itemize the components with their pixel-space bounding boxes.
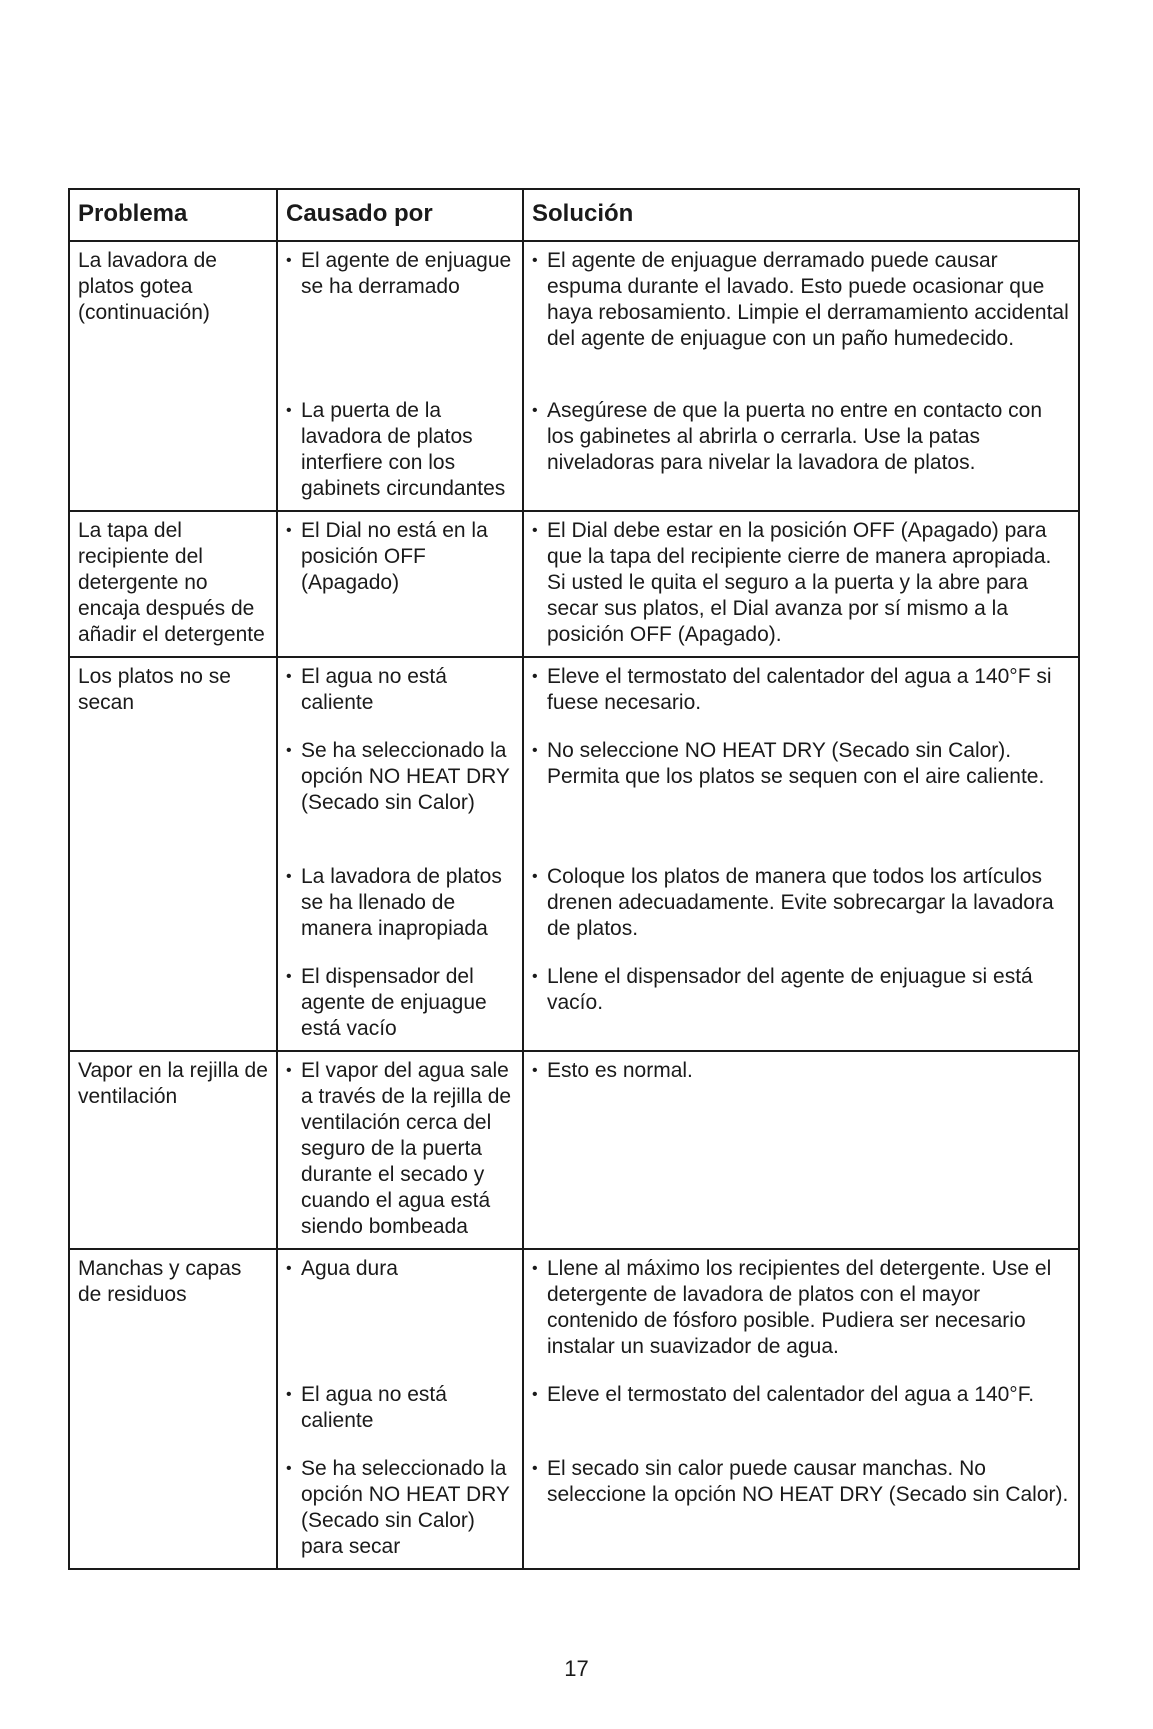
cause-text: Se ha seleccionado la opción NO HEAT DRY (Secado sin Calor) para secar bbox=[301, 1457, 510, 1558]
table-row bbox=[69, 1051, 1079, 1249]
header-solution: Solución bbox=[523, 189, 1079, 241]
troubleshooting-table bbox=[68, 188, 1080, 1570]
solution-text: Llene al máximo los recipientes del detergente. Use el detergente de lavadora de platos con el mayor contenido de fósforo posible. Pudiera ser necesario instalar un suavizador de agua. bbox=[547, 1257, 1052, 1358]
solution-item bbox=[532, 1058, 1072, 1084]
page-number: 17 bbox=[564, 1656, 589, 1681]
table-row bbox=[69, 241, 1079, 511]
table-row bbox=[69, 511, 1079, 657]
solution-text: Esto es normal. bbox=[547, 1059, 693, 1082]
problem-text: La lavadora de platos gotea (continuación) bbox=[78, 249, 217, 324]
cause-text: La puerta de la lavadora de platos interfiere con los gabinets circundantes bbox=[301, 399, 506, 500]
problem-cell bbox=[69, 1249, 277, 1569]
cause-cell bbox=[277, 1249, 523, 1569]
bullet-icon: • bbox=[286, 1460, 292, 1477]
cause-item bbox=[286, 1058, 516, 1240]
bullet-icon: • bbox=[532, 1386, 538, 1403]
bullet-icon: • bbox=[286, 522, 292, 539]
cause-text: El vapor del agua sale a través de la rejilla de ventilación cerca del seguro de la puerta durante el secado y cuando el agua está siendo bombeada bbox=[301, 1059, 512, 1238]
problem-cell bbox=[69, 1051, 277, 1249]
bullet-icon: • bbox=[286, 742, 292, 759]
bullet-icon: • bbox=[532, 402, 538, 419]
table-row bbox=[69, 1249, 1079, 1569]
solution-cell bbox=[523, 657, 1079, 1051]
cause-item bbox=[286, 864, 516, 942]
solution-cell bbox=[523, 241, 1079, 511]
bullet-icon: • bbox=[532, 668, 538, 685]
cause-text: El agua no está caliente bbox=[301, 665, 447, 714]
solution-cell bbox=[523, 1051, 1079, 1249]
cause-text: El Dial no está en la posición OFF (Apagado) bbox=[301, 519, 488, 594]
cause-text: El agente de enjuague se ha derramado bbox=[301, 249, 512, 298]
solution-item bbox=[532, 1456, 1072, 1508]
solution-item bbox=[532, 664, 1072, 716]
solution-item bbox=[532, 1382, 1072, 1434]
problem-text: La tapa del recipiente del detergente no encaja después de añadir el detergente bbox=[78, 519, 265, 646]
table-header-row bbox=[69, 189, 1079, 241]
cause-text: La lavadora de platos se ha llenado de manera inapropiada bbox=[301, 865, 502, 940]
cause-item bbox=[286, 1256, 516, 1360]
bullet-icon: • bbox=[532, 522, 538, 539]
cause-text: Agua dura bbox=[301, 1257, 398, 1280]
header-cause: Causado por bbox=[277, 189, 523, 241]
bullet-icon: • bbox=[286, 868, 292, 885]
solution-item bbox=[532, 1256, 1072, 1360]
bullet-icon: • bbox=[532, 1062, 538, 1079]
bullet-icon: • bbox=[532, 742, 538, 759]
bullet-icon: • bbox=[532, 1460, 538, 1477]
bullet-icon: • bbox=[532, 1260, 538, 1277]
solution-text: El Dial debe estar en la posición OFF (Apagado) para que la tapa del recipiente cierre de manera apropiada. Si usted le quita el seguro a la puerta y la abre para secar sus platos, el Dial avanza por sí mismo a la posición OFF (Apagado). bbox=[547, 519, 1052, 646]
table-row bbox=[69, 657, 1079, 1051]
bullet-icon: • bbox=[286, 252, 292, 269]
cause-item bbox=[286, 398, 516, 502]
solution-item bbox=[532, 518, 1072, 648]
cause-text: El dispensador del agente de enjuague está vacío bbox=[301, 965, 487, 1040]
header-problem: Problema bbox=[69, 189, 277, 241]
solution-item bbox=[532, 248, 1072, 376]
bullet-icon: • bbox=[286, 1386, 292, 1403]
problem-cell bbox=[69, 657, 277, 1051]
bullet-icon: • bbox=[286, 968, 292, 985]
solution-text: Eleve el termostato del calentador del agua a 140°F. bbox=[547, 1383, 1035, 1406]
bullet-icon: • bbox=[286, 1062, 292, 1079]
cause-text: Se ha seleccionado la opción NO HEAT DRY (Secado sin Calor) bbox=[301, 739, 510, 814]
problem-text: Vapor en la rejilla de ventilación bbox=[78, 1059, 268, 1108]
bullet-icon: • bbox=[286, 1260, 292, 1277]
solution-text: Asegúrese de que la puerta no entre en contacto con los gabinetes al abrirla o cerrarla. Use la patas niveladoras para nivelar la lavadora de platos. bbox=[547, 399, 1043, 474]
problem-text: Manchas y capas de residuos bbox=[78, 1257, 242, 1306]
cause-text: El agua no está caliente bbox=[301, 1383, 447, 1432]
solution-item bbox=[532, 738, 1072, 842]
bullet-icon: • bbox=[532, 252, 538, 269]
cause-cell bbox=[277, 511, 523, 657]
solution-item bbox=[532, 864, 1072, 942]
solution-cell bbox=[523, 511, 1079, 657]
solution-text: El agente de enjuague derramado puede causar espuma durante el lavado. Esto puede ocasionar que haya rebosamiento. Limpie el derramamiento accidental del agente de enjuague con un paño humedecido. bbox=[547, 249, 1069, 350]
cause-cell bbox=[277, 1051, 523, 1249]
cause-item bbox=[286, 1456, 516, 1560]
cause-cell bbox=[277, 657, 523, 1051]
solution-text: El secado sin calor puede causar manchas. No seleccione la opción NO HEAT DRY (Secado sin Calor). bbox=[547, 1457, 1069, 1506]
cause-item bbox=[286, 738, 516, 842]
solution-text: Eleve el termostato del calentador del agua a 140°F si fuese necesario. bbox=[547, 665, 1052, 714]
cause-item bbox=[286, 518, 516, 596]
bullet-icon: • bbox=[532, 968, 538, 985]
bullet-icon: • bbox=[532, 868, 538, 885]
solution-text: No seleccione NO HEAT DRY (Secado sin Calor). Permita que los platos se sequen con el aire caliente. bbox=[547, 739, 1045, 788]
cause-cell bbox=[277, 241, 523, 511]
solution-text: Coloque los platos de manera que todos los artículos drenen adecuadamente. Evite sobrecargar la lavadora de platos. bbox=[547, 865, 1054, 940]
table-body bbox=[69, 241, 1079, 1569]
solution-cell bbox=[523, 1249, 1079, 1569]
cause-item bbox=[286, 248, 516, 376]
bullet-icon: • bbox=[286, 668, 292, 685]
cause-item bbox=[286, 664, 516, 716]
cause-item bbox=[286, 964, 516, 1042]
solution-item bbox=[532, 398, 1072, 476]
cause-item bbox=[286, 1382, 516, 1434]
solution-text: Llene el dispensador del agente de enjuague si está vacío. bbox=[547, 965, 1033, 1014]
bullet-icon: • bbox=[286, 402, 292, 419]
problem-cell bbox=[69, 241, 277, 511]
solution-item bbox=[532, 964, 1072, 1016]
problem-cell bbox=[69, 511, 277, 657]
problem-text: Los platos no se secan bbox=[78, 665, 231, 714]
